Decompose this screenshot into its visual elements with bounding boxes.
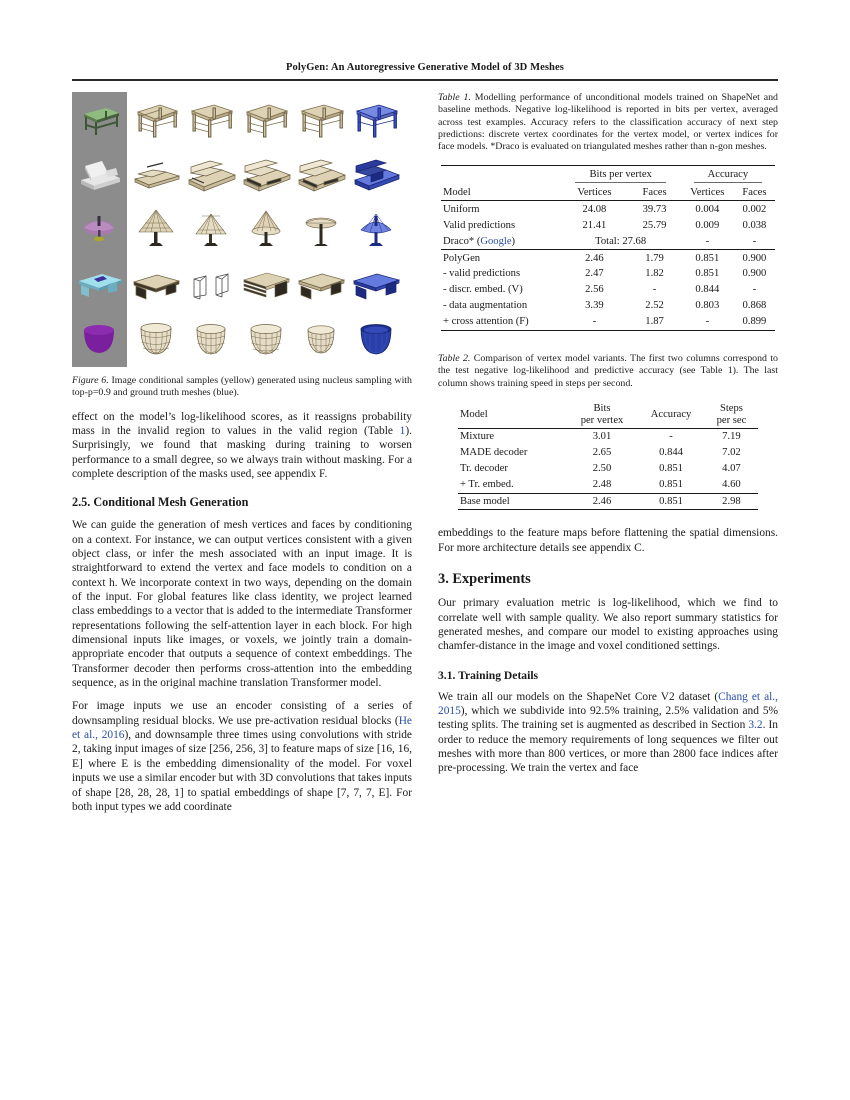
table-2-r3-accuracy: 0.851 (659, 478, 683, 490)
sample-mesh-sofa-1 (129, 147, 184, 202)
header-rule (72, 79, 778, 81)
figure-6-caption-text: Image conditional samples (yellow) generated using nucleus sampling with top-p=0.9 and ground truth meshes (blue). (72, 375, 412, 399)
table-2 (458, 402, 758, 510)
sample-mesh-sofa-2 (184, 147, 239, 202)
figure-6-grid (72, 92, 412, 367)
table-1-group-header-row (441, 166, 775, 184)
right-para3-part-b: ), which we subdivide into 92.5% training, 2.5% validation and 5% testing splits. The training set is augmented as described in Section (438, 704, 778, 732)
table-2-r0-steps: 7.19 (705, 428, 758, 444)
sample-mesh-table-1 (129, 92, 184, 147)
table-2-r2-accuracy: 0.851 (659, 462, 683, 474)
table-1-r6-acc-faces: 0.899 (734, 314, 775, 330)
left-column (72, 92, 412, 823)
table-1-col-model: Model (443, 186, 471, 198)
table-row (458, 445, 758, 461)
table-1-r2-acc-faces: 0.900 (734, 250, 775, 266)
sample-mesh-lamp-4 (294, 202, 349, 257)
ground-truth-mesh-lamp (349, 202, 404, 257)
figure-row-desk (72, 257, 412, 312)
ground-truth-mesh-desk (349, 257, 404, 312)
table-1-r0-acc-vertices: 0.004 (681, 201, 734, 217)
table-1-r0-model: Uniform (441, 201, 561, 217)
left-para3-part-b: ), and downsample three times using convolutions with stride 2, taking input images of size [256, 256, 3] to feature maps of size [16, 16, E] where E is the embedding dimensionality of the model. For voxel inputs we use a similar encoder but with 3D convolutions that takes inputs of shape [28, 28, 28, 1] to spatial embeddings of shape [7, 7, 7, E]. For both input types we add coordinate (72, 729, 412, 813)
table-row-draco (441, 233, 775, 249)
table-1-column-header-row (441, 184, 775, 200)
table-row (441, 217, 775, 233)
sample-mesh-sofa-4 (294, 147, 349, 202)
table-1-r5-bpv-vertices: 3.39 (585, 300, 604, 312)
table-1-r4-bpv-vertices: 2.56 (585, 284, 604, 296)
table-1-r3-acc-vertices: 0.851 (695, 268, 720, 280)
left-para1-part-a: effect on the model’s log-likelihood scores, as it reassigns probability mass in the invalid region to values in the valid region (Table (72, 410, 412, 437)
running-header: PolyGen: An Autoregressive Generative Model of 3D Meshes (286, 62, 564, 73)
table-row (441, 314, 775, 330)
table-1-r4-model: - discr. embed. (V) (443, 284, 523, 296)
table-2-steps-line1: Steps (719, 403, 743, 415)
table-2-r2-model: Tr. decoder (460, 462, 508, 474)
sample-mesh-basket-3 (239, 312, 294, 367)
table-row (441, 298, 775, 314)
table-1-r5-bpv-faces: 2.52 (645, 300, 664, 312)
table-1-r6-acc-vertices: - (681, 314, 734, 330)
table-1-caption (438, 92, 778, 153)
figure-6-caption-label: Figure 6. (72, 375, 109, 386)
figure-6-caption (72, 375, 412, 400)
sample-mesh-desk-4 (294, 257, 349, 312)
table-row (441, 201, 775, 217)
table-2-bits-line1: Bits (593, 403, 611, 415)
table-1-r0-bpv-vertices: 24.08 (561, 201, 629, 217)
sample-mesh-basket-2 (184, 312, 239, 367)
table-1-r5-acc-vertices: 0.803 (695, 300, 720, 312)
right-paragraph-1: embeddings to the feature maps before flattening the spatial dimensions. For more architecture details see appendix C. (438, 527, 778, 554)
table-2-r0-bits: 3.01 (567, 428, 637, 444)
table-1-group-bits-per-vertex: Bits per vertex (561, 166, 681, 184)
section-3-2-reference-link[interactable]: 3.2 (748, 719, 763, 732)
table-1-r3-bpv-vertices: 2.47 (585, 268, 604, 280)
table-1 (441, 165, 775, 331)
table-1-r1-acc-vertices: 0.009 (695, 219, 720, 231)
table-2-base-bits: 2.46 (567, 493, 637, 510)
table-1-r3-acc-faces: 0.900 (742, 268, 767, 280)
input-image-basket (72, 312, 127, 367)
sample-mesh-table-4 (294, 92, 349, 147)
figure-row-basket (72, 312, 412, 367)
table-1-r1-bpv-faces: 25.79 (642, 219, 667, 231)
citation-he-2016[interactable]: He et al., 2016 (72, 714, 412, 742)
table-1-col-acc-vertices: Vertices (690, 186, 725, 198)
table-1-draco-model (441, 233, 561, 249)
table-2-r0-accuracy: - (637, 428, 705, 444)
left-para1-part-b: ). Surprisingly, we found that masking during training to worsen performance to a small degree, so we always train without masking. For a complete description of the masks used, see appendix F. (72, 424, 412, 480)
table-1-r2-bpv-faces: 1.79 (628, 250, 680, 266)
table-1-r1-model: Valid predictions (443, 219, 516, 231)
heading-2-5: 2.5. Conditional Mesh Generation (72, 495, 249, 510)
heading-3-experiments: 3. Experiments (438, 571, 531, 588)
table-1-reference-link[interactable]: 1 (399, 424, 406, 437)
right-paragraph-2: Our primary evaluation metric is log-likelihood, which we find to correlate well with sample quality. We also report summary statistics for generated meshes, and compare our model to existing approaches using chamfer-distance in the image and voxel conditioned settings. (438, 597, 778, 653)
table-1-r6-model: + cross attention (F) (441, 314, 561, 330)
table-1-r5-acc-faces: 0.868 (742, 300, 767, 312)
table-2-r1-steps: 7.02 (722, 446, 741, 458)
table-1-r2-acc-vertices: 0.851 (681, 250, 734, 266)
right-column (438, 92, 778, 785)
figure-row-table (72, 92, 412, 147)
right-paragraph-3 (438, 690, 778, 776)
table-2-col-bits (567, 402, 637, 428)
table-1-r2-bpv-vertices: 2.46 (561, 250, 629, 266)
table-1-r1-bpv-vertices: 21.41 (582, 219, 607, 231)
table-row-base-model (458, 493, 758, 510)
figure-row-lamp (72, 202, 412, 257)
input-image-lamp (72, 202, 127, 257)
table-2-steps-line2: per sec (716, 414, 747, 426)
input-image-sofa (72, 147, 127, 202)
figure-row-sofa (72, 147, 412, 202)
table-1-draco-acc-faces: - (752, 235, 757, 247)
table-1-r3-bpv-faces: 1.82 (645, 268, 664, 280)
left-para3-part-a: For image inputs we use an encoder consisting of a series of downsampling residual blocks. We use pre-activation residual blocks ( (72, 700, 412, 727)
heading-3-1-training-details: 3.1. Training Details (438, 668, 539, 682)
table-1-draco-total: Total: 27.68 (595, 235, 647, 247)
table-1-group-accuracy: Accuracy (681, 166, 775, 184)
ground-truth-mesh-sofa (349, 147, 404, 202)
input-image-desk (72, 257, 127, 312)
table-2-col-model: Model (460, 409, 488, 421)
table-2-header-row (458, 402, 758, 428)
table-1-r1-acc-faces: 0.038 (742, 219, 767, 231)
table-1-col-bpv-vertices: Vertices (577, 186, 612, 198)
table-2-r3-steps: 4.60 (722, 478, 741, 490)
left-paragraph-1 (72, 410, 412, 482)
table-2-caption (438, 353, 778, 390)
table-1-r0-acc-faces: 0.002 (734, 201, 775, 217)
table-2-wrapper (438, 400, 778, 510)
table-2-r0-model: Mixture (458, 428, 567, 444)
table-2-r1-bits: 2.65 (592, 446, 612, 458)
table-1-col-bpv-faces: Faces (642, 186, 667, 198)
sample-mesh-basket-4 (294, 312, 349, 367)
table-2-r2-bits: 2.50 (592, 462, 612, 474)
right-para3-part-c: . In order to reduce the memory requirements of long sequences we filter out meshes with more than 800 vertices, or more than 2800 face indices after pre-processing. We train the vertex and face (438, 719, 778, 775)
citation-chang-2015[interactable]: Chang et al., 2015 (438, 690, 778, 717)
sample-mesh-table-2 (184, 92, 239, 147)
table-1-group-blank (441, 166, 561, 184)
sample-mesh-lamp-3 (239, 202, 294, 257)
table-1-draco-acc-vertices: - (705, 235, 710, 247)
input-image-table (72, 92, 127, 147)
table-2-r1-model: MADE decoder (460, 446, 528, 458)
table-row (441, 282, 775, 298)
table-2-r2-steps: 4.07 (722, 462, 741, 474)
table-2-r3-model: + Tr. embed. (460, 478, 514, 490)
table-1-wrapper (438, 163, 778, 331)
table-1-col-acc-faces: Faces (742, 186, 767, 198)
table-2-col-accuracy: Accuracy (650, 409, 692, 421)
table-1-r6-bpv-faces: 1.87 (628, 314, 680, 330)
right-para3-part-a: We train all our models on the ShapeNet Core V2 dataset ( (438, 690, 719, 703)
table-1-caption-text: Modelling performance of unconditional models trained on ShapeNet and baseline methods. Negative log-likelihood is reported in bits per vertex, averaged across test examples. Accuracy refers to the classification accuracy of next step predictions: discrete vertex coordinates for the vertex model, or vertex indices for face models. *Draco is evaluated on triangulated meshes rather than n-gon meshes. (438, 92, 778, 153)
table-2-caption-label: Table 2. (438, 353, 471, 365)
sample-mesh-desk-3 (239, 257, 294, 312)
ground-truth-mesh-basket (349, 312, 404, 367)
table-row (458, 477, 758, 493)
table-1-r0-bpv-faces: 39.73 (628, 201, 680, 217)
table-1-r4-bpv-faces: - (652, 284, 657, 296)
sample-mesh-sofa-3 (239, 147, 294, 202)
draco-suffix: ) (511, 235, 516, 247)
sample-mesh-desk-2 (184, 257, 239, 312)
sample-mesh-lamp-1 (129, 202, 184, 257)
ground-truth-mesh-table (349, 92, 404, 147)
left-paragraph-2: We can guide the generation of mesh vertices and faces by conditioning on a context. For instance, we can output vertices consistent with a given object class, or infer the mesh associated with an input image. It is straightforward to extend the vertex and face models to condition on a context h. We incorporate context in two ways, depending on the domain of the input. For global features like class identity, we project learned class embeddings to a vector that is added to the intermediate Transformer representations following the self-attention layer in each block. For high dimensional inputs like images, or voxels, we jointly train a domain-appropriate encoder that outputs a sequence of context embeddings. The Transformer decoder then performs cross-attention into the embedding sequence, as in the original machine translation Transformer model. (72, 519, 412, 690)
table-1-caption-label: Table 1. (438, 92, 471, 103)
table-row (441, 266, 775, 282)
table-2-spacer (438, 510, 778, 526)
table-2-base-model: Base model (458, 493, 567, 510)
table-2-bits-line2: per vertex (580, 414, 624, 426)
table-1-r5-model: - data augmentation (443, 300, 528, 312)
sample-mesh-basket-1 (129, 312, 184, 367)
table-2-r3-bits: 2.48 (592, 478, 612, 490)
table-row (458, 461, 758, 477)
table-2-base-steps: 2.98 (705, 493, 758, 510)
draco-google-link[interactable]: Google (480, 235, 512, 247)
table-row (458, 428, 758, 444)
table-row (441, 250, 775, 266)
table-2-r1-accuracy: 0.844 (659, 446, 683, 458)
draco-prefix: Draco* ( (443, 235, 481, 247)
table-1-r4-acc-vertices: 0.844 (695, 284, 720, 296)
table-1-r2-model: PolyGen (441, 250, 561, 266)
sample-mesh-lamp-2 (184, 202, 239, 257)
table-2-caption-text: Comparison of vertex model variants. The first two columns correspond to the test negative log-likelihood and predictive accuracy (see Table 1). The last column shows training speed in steps per second. (438, 353, 778, 389)
sample-mesh-table-3 (239, 92, 294, 147)
table-1-r3-model: - valid predictions (443, 268, 521, 280)
table-2-col-steps (705, 402, 758, 428)
table-1-spacer (438, 331, 778, 353)
sample-mesh-desk-1 (129, 257, 184, 312)
table-2-base-accuracy: 0.851 (637, 493, 705, 510)
table-1-r6-bpv-vertices: - (561, 314, 629, 330)
left-paragraph-3 (72, 699, 412, 814)
table-1-r4-acc-faces: - (752, 284, 757, 296)
